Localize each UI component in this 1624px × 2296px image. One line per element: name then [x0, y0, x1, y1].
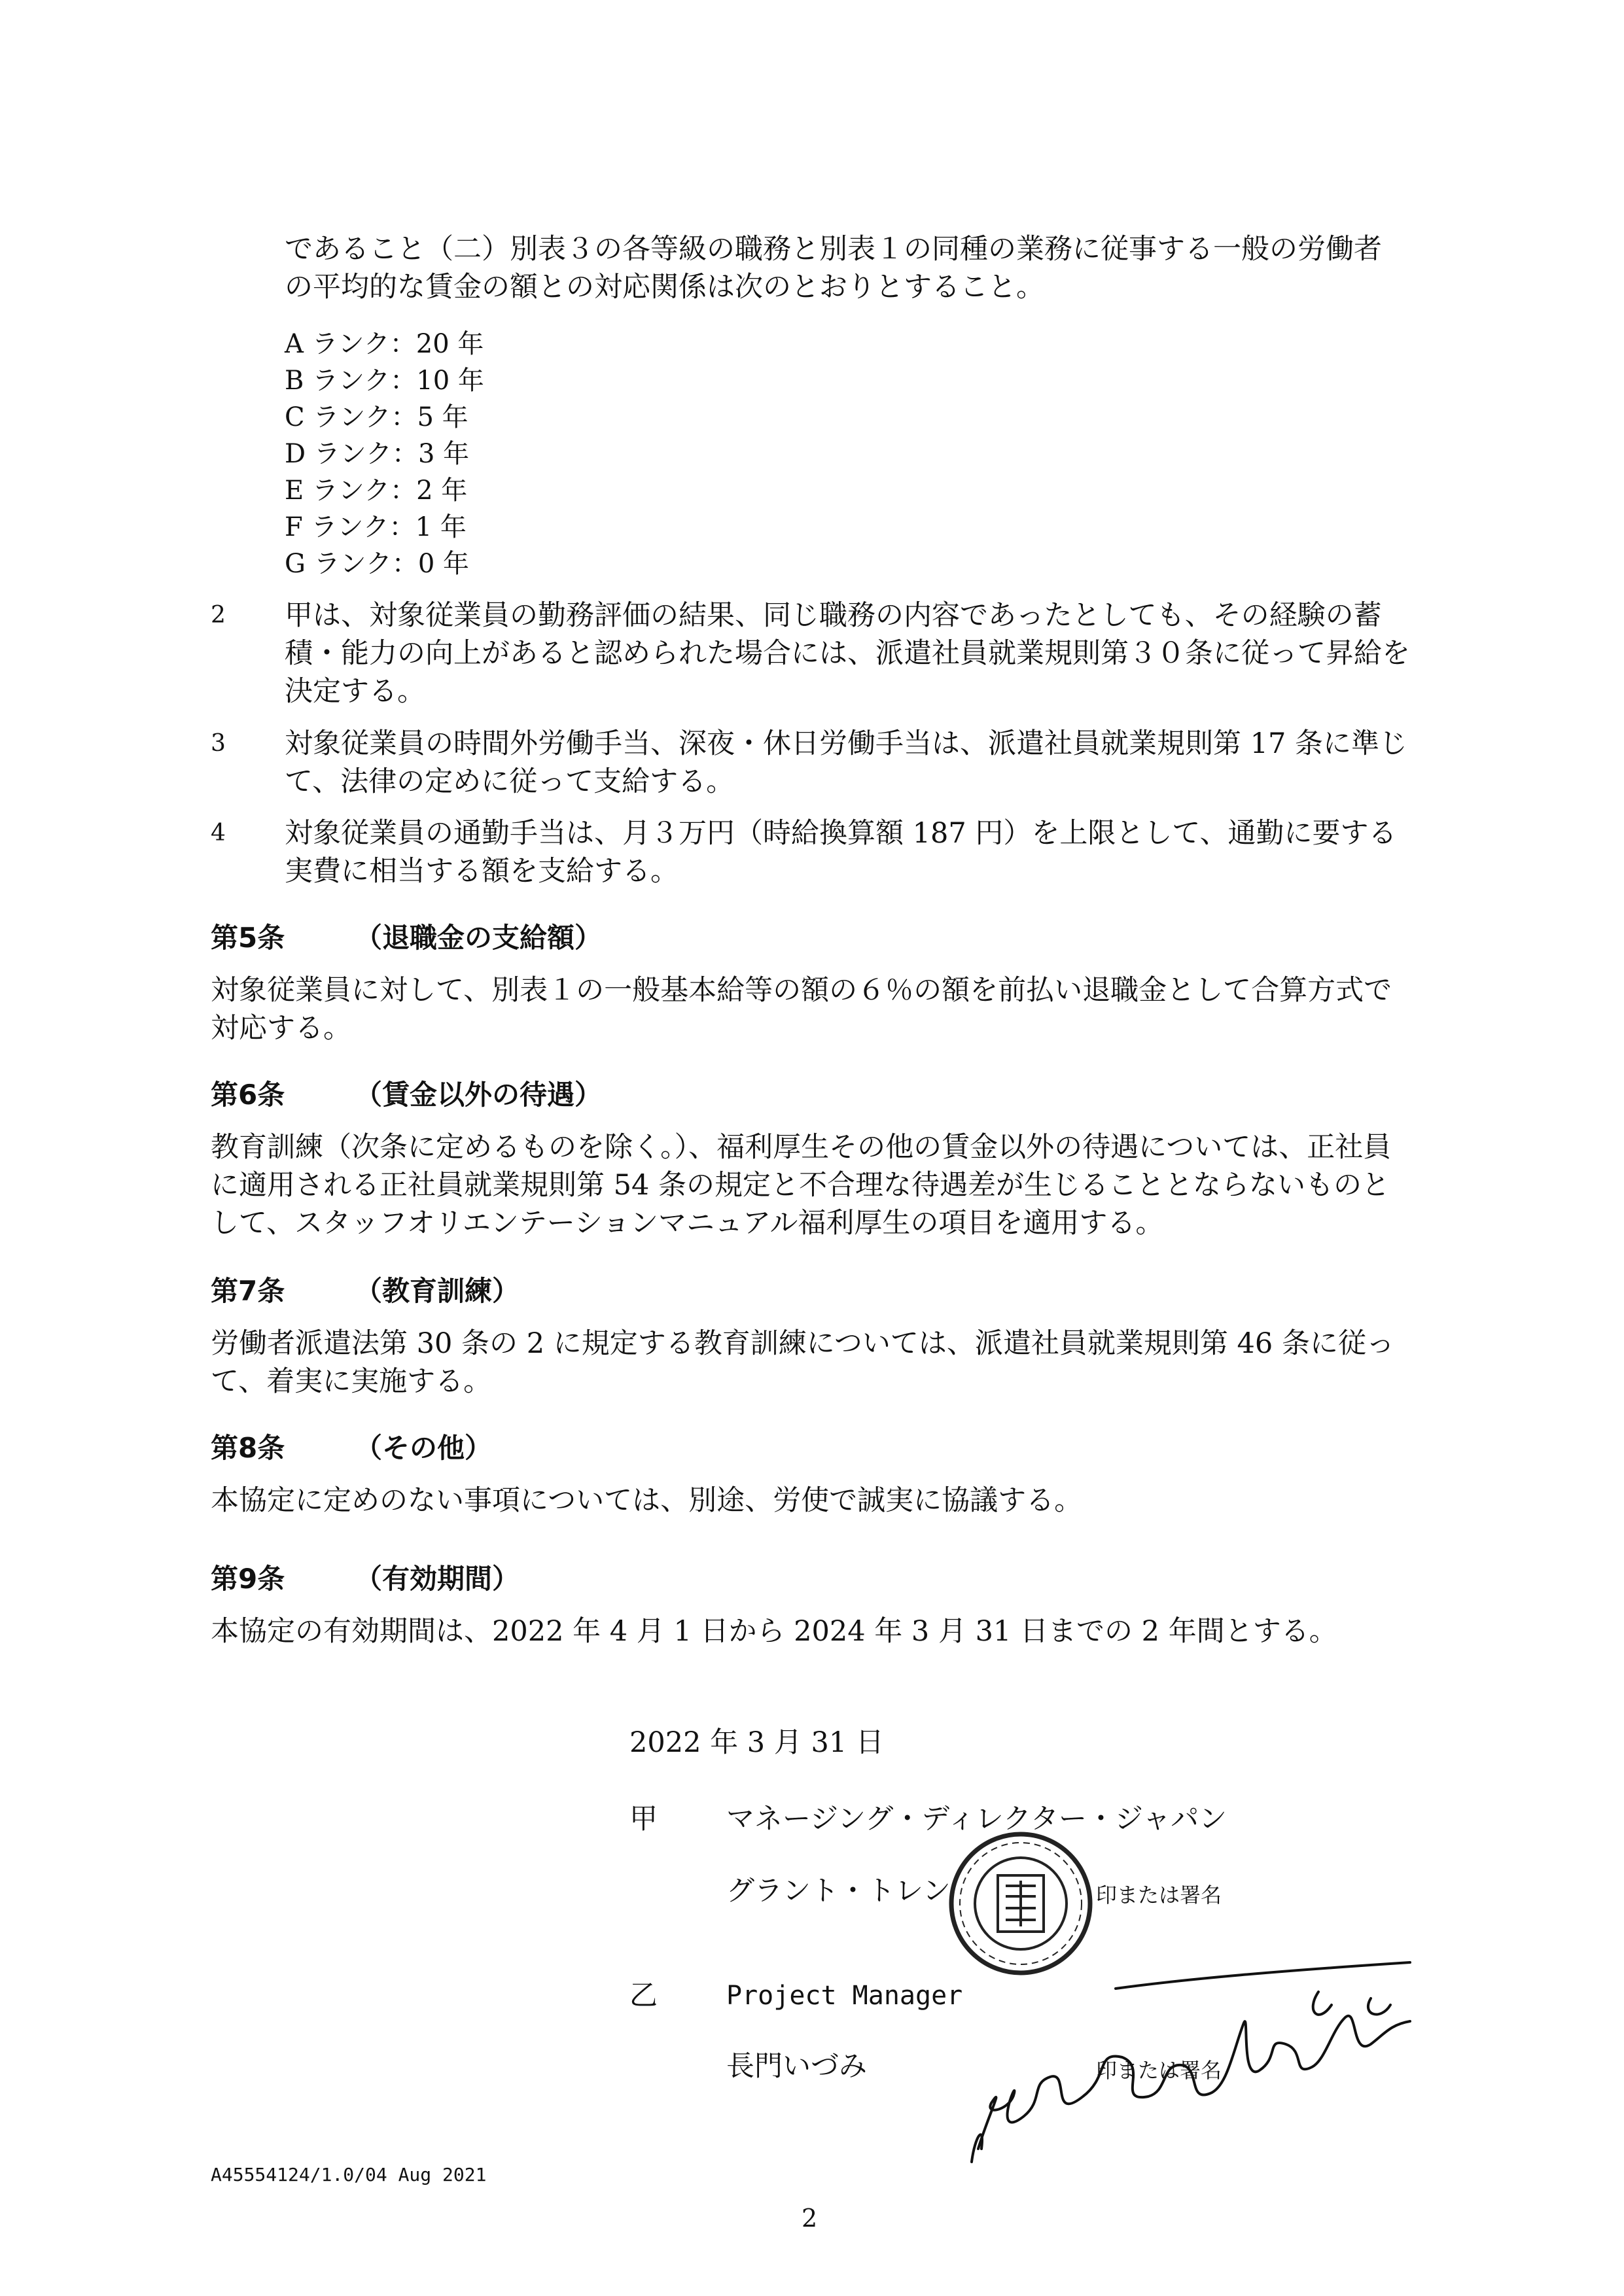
article-label: 第7条 [211, 1275, 285, 1307]
party-a-org: マネージング・ディレクター・ジャパン [726, 1803, 1227, 1835]
item-number: 4 [211, 820, 226, 846]
item-number: 2 [211, 602, 226, 629]
article-5-body: 対象従業員に対して、別表１の一般基本給等の額の６％の額を前払い退職金として合算方式で対応する。 [211, 974, 1392, 1045]
article-title: （その他） [355, 1432, 493, 1464]
rank-f: F ランク：1 年 [285, 512, 467, 542]
article-label: 第6条 [211, 1079, 285, 1111]
party-a-name: グラント・トレン [726, 1875, 951, 1907]
article-label: 第5条 [211, 922, 285, 954]
item-number: 3 [211, 730, 226, 757]
rank-b: B ランク：10 年 [285, 366, 484, 396]
party-b-name: 長門いづみ [726, 2050, 867, 2083]
intro-line-1: であること（二）別表３の各等級の職務と別表１の同種の業務に従事する一般の労働者 [285, 233, 1382, 266]
article-title: （賃金以外の待遇） [355, 1079, 603, 1111]
article-8-heading [211, 1429, 865, 1467]
page-number: 2 [802, 2204, 818, 2233]
intro-line-2: の平均的な賃金の額との対応関係は次のとおりとすること。 [285, 271, 1044, 304]
handwritten-signature-icon [952, 1953, 1423, 2175]
party-a-label: 甲 [629, 1803, 658, 1835]
article-7-body: 労働者派遣法第 30 条の 2 に規定する教育訓練については、派遣社員就業規則第 46 条に従って、着実に実施する。 [211, 1327, 1394, 1398]
article-label: 第9条 [211, 1563, 285, 1595]
signature-date: 2022 年 3 月 31 日 [629, 1726, 884, 1759]
article-7-heading [211, 1272, 865, 1310]
article-6-body: 教育訓練（次条に定めるものを除く。）、福利厚生その他の賃金以外の待遇については、正社員に適用される正社員就業規則第 54 条の規定と不合理な待遇差が生じることとならないものとして、スタッフオリエンテーションマニュアル福利厚生の項目を適用する。 [211, 1131, 1392, 1240]
rank-g: G ランク：0 年 [285, 549, 470, 579]
item-text: 対象従業員の時間外労働手当、深夜・休日労働手当は、派遣社員就業規則第 17 条に準じて、法律の定めに従って支給する。 [285, 727, 1408, 798]
article-title: （退職金の支給額） [355, 922, 603, 954]
party-a-seal-note: 印または署名 [1096, 1883, 1222, 1907]
article-label: 第8条 [211, 1432, 285, 1464]
party-b-label: 乙 [629, 1979, 658, 2012]
document-reference: A45554124/1.0/04 Aug 2021 [211, 2164, 487, 2185]
item-text: 対象従業員の通勤手当は、月３万円（時給換算額 187 円）を上限として、通勤に要する実費に相当する額を支給する。 [285, 817, 1397, 888]
rank-a: A ランク：20 年 [285, 329, 484, 359]
item-text: 甲は、対象従業員の勤務評価の結果、同じ職務の内容であったとしても、その経験の蓄積・能力の向上があると認められた場合には、派遣社員就業規則第３０条に従って昇給を決定する。 [285, 599, 1410, 708]
rank-e: E ランク：2 年 [285, 476, 468, 506]
article-8-body: 本協定に定めのない事項については、別途、労使で誠実に協議する。 [211, 1484, 1083, 1517]
article-title: （教育訓練） [355, 1275, 520, 1307]
article-title: （有効期間） [355, 1563, 520, 1595]
rank-d: D ランク：3 年 [285, 439, 470, 469]
article-9-body: 本協定の有効期間は、2022 年 4 月 1 日から 2024 年 3 月 31 日までの 2 年間とする。 [211, 1615, 1337, 1648]
article-9-heading [211, 1560, 865, 1598]
article-5-heading [211, 919, 865, 957]
party-b-org: Project Manager [726, 1981, 963, 2011]
party-b-seal-note: 印または署名 [1096, 2058, 1222, 2083]
article-6-heading [211, 1076, 865, 1114]
rank-c: C ランク：5 年 [285, 402, 468, 432]
